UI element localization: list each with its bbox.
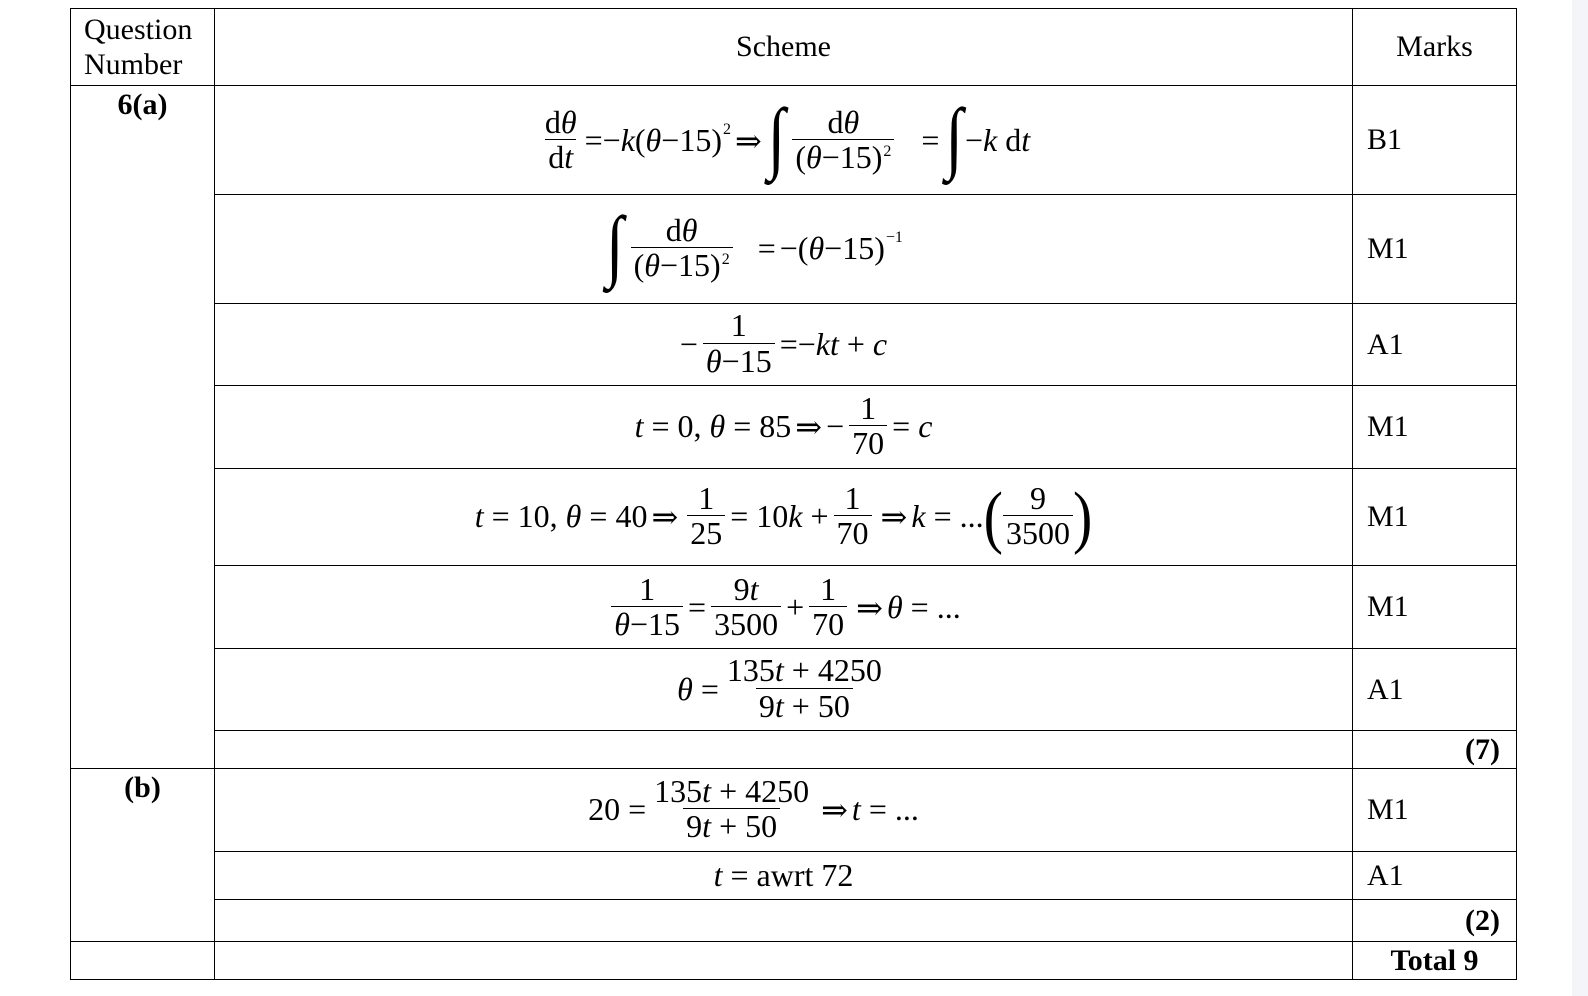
mark-a6: M1 [1353,566,1517,649]
scheme-line-b1: 20 = $\frac{135t + 4250}{9t + 50}$ ⇒ t = ... [215,769,1353,852]
scheme-line-a4: t = 0, θ = 85 ⇒ − $\frac{1}{70}$ = c [215,386,1353,469]
table-row [71,195,1517,304]
table-row [71,304,1517,386]
scheme-line-a3: − $\frac{1}{\theta-15}$ =−kt + c [215,304,1353,386]
subtotal-row-a [71,731,1517,769]
scheme-line-a6: $\frac{1}{\theta-15}$ = $\frac{9t}{3500}$ + $\frac{1}{70}$ ⇒ θ = ... [215,566,1353,649]
mark-scheme-table [70,8,1517,980]
scheme-empty [215,900,1353,942]
question-label-6a: 6(a) [71,86,215,769]
total-marks: Total 9 [1353,942,1517,980]
table-row [71,769,1517,852]
scheme-line-a2: ∫ $\frac{d\theta}{(\theta-15)^2}$ = $-(\theta-15)^{-1}$ [215,195,1353,304]
mark-a5: M1 [1353,469,1517,566]
table-row [71,86,1517,195]
scheme-line-a1: $\frac{d\theta}{dt}$ $=-k(\theta-15)^2$ ⇒ ∫ $\frac{d\theta}{(\theta-15)^2}$ = ∫ −k dt [215,86,1353,195]
table-row [71,469,1517,566]
scheme-line-a5: t = 10, θ = 40 ⇒ $\frac{1}{25}$ = 10k + $\frac{1}{70}$ ⇒ k = ... ( $\frac{9}{3500}$ ) [215,469,1353,566]
table-row [71,566,1517,649]
table-row [71,649,1517,731]
total-row [71,942,1517,980]
mark-a2: M1 [1353,195,1517,304]
header-marks: Marks [1353,9,1517,86]
question-label-b: (b) [71,769,215,942]
awrt-value: awrt 72 [756,857,854,893]
header-row [71,9,1517,86]
mark-b2: A1 [1353,852,1517,900]
total-empty-scheme [215,942,1353,980]
mark-a3: A1 [1353,304,1517,386]
header-question-number: Question Number [71,9,215,86]
mark-a4: M1 [1353,386,1517,469]
scheme-empty [215,731,1353,769]
table-row [71,852,1517,900]
subtotal-a: (7) [1353,731,1517,769]
total-empty-q [71,942,215,980]
scheme-line-a7: θ = $\frac{135t + 4250}{9t + 50}$ [215,649,1353,731]
mark-a7: A1 [1353,649,1517,731]
table-row [71,386,1517,469]
scheme-line-b2: t = awrt 72 [215,852,1353,900]
header-scheme: Scheme [215,9,1353,86]
mark-b1: M1 [1353,769,1517,852]
subtotal-b: (2) [1353,900,1517,942]
subtotal-row-b [71,900,1517,942]
mark-a1: B1 [1353,86,1517,195]
